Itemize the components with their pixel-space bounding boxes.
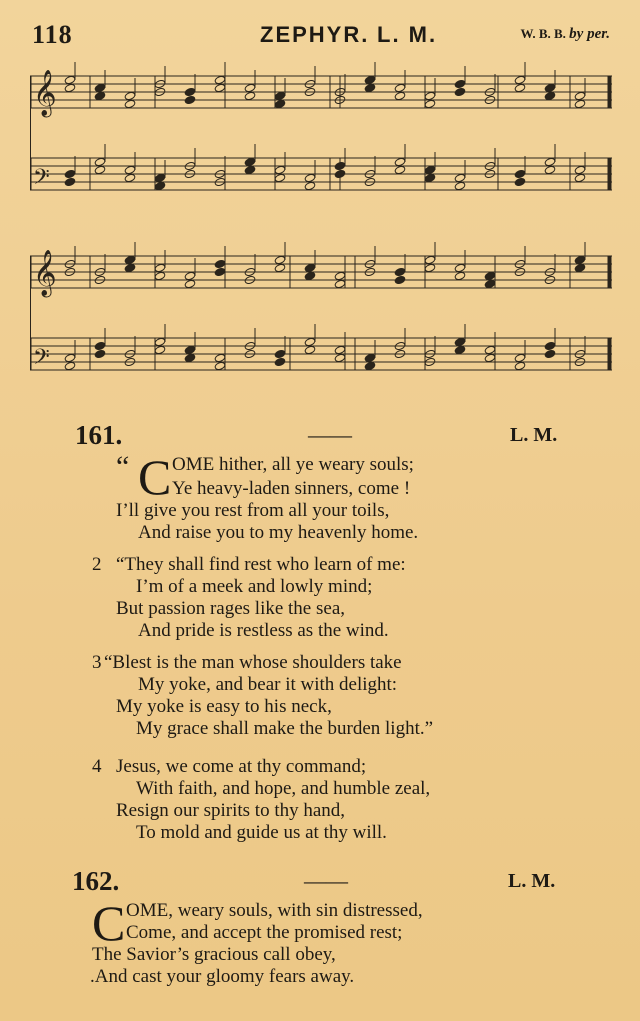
stanza-number: 4 (92, 756, 102, 777)
stanza-line: My yoke is easy to his neck, (116, 696, 332, 717)
stanza-line: My yoke, and bear it with delight: (138, 674, 398, 695)
svg-text:𝄞: 𝄞 (33, 70, 57, 116)
stanza-line: But passion rages like the sea, (116, 598, 346, 619)
stanza-line: And raise you to my heavenly home. (138, 522, 419, 543)
hymn-meter: L. M. (510, 424, 558, 446)
stanza-line: Resign our spirits to thy hand, (116, 800, 346, 821)
drop-cap: C (138, 449, 172, 505)
stanza-line: Jesus, we come at thy command; (116, 756, 367, 777)
stanza-line: OME hither, all ye weary souls; (172, 454, 414, 475)
svg-text:𝄢: 𝄢 (33, 165, 50, 195)
hymn-dash: —— (308, 422, 352, 447)
music-score (30, 58, 615, 408)
stanza-line: The Savior’s gracious call obey, (92, 944, 336, 965)
stanza-line: With faith, and hope, and humble zeal, (136, 778, 431, 799)
hymn-dash: —— (304, 868, 348, 893)
stanza-line: To mold and guide us at thy will. (136, 822, 387, 843)
page-header (32, 16, 610, 50)
svg-text:𝄞: 𝄞 (33, 250, 57, 296)
stanza-line: I’ll give you rest from all your toils, (116, 500, 390, 521)
stanza-line: Come, and accept the promised rest; (126, 922, 403, 943)
stanza-line: .And cast your gloomy fears away. (90, 966, 355, 987)
stanza-line: “Blest is the man whose shoulders take (104, 652, 402, 673)
stanza-line: And pride is restless as the wind. (138, 620, 389, 641)
composer-credit (521, 26, 610, 43)
tune-title: ZEPHYR. (260, 22, 370, 47)
hymn-meter: L. M. (508, 870, 556, 892)
stanza-line: OME, weary souls, with sin distressed, (126, 900, 423, 921)
page-number: 118 (32, 20, 73, 49)
tune-meter: L. M. (377, 22, 438, 47)
open-quote: “ (116, 450, 130, 483)
stanza-line: My grace shall make the burden light.” (136, 718, 434, 739)
stanza-number: 3 (92, 652, 102, 673)
hymn-number: 161. (75, 420, 123, 450)
stanza-line: Ye heavy-laden sinners, come ! (172, 478, 411, 499)
drop-cap: C (92, 895, 126, 951)
stanza-line: “They shall find rest who learn of me: (116, 554, 406, 575)
stanza-line: I’m of a meek and lowly mind; (136, 576, 373, 597)
composer-note: by per. (569, 26, 610, 42)
svg-text:𝄢: 𝄢 (33, 345, 50, 375)
composer-initials: W. B. B. (520, 26, 566, 41)
stanza-number: 2 (92, 554, 102, 575)
hymn-number: 162. (72, 866, 120, 896)
